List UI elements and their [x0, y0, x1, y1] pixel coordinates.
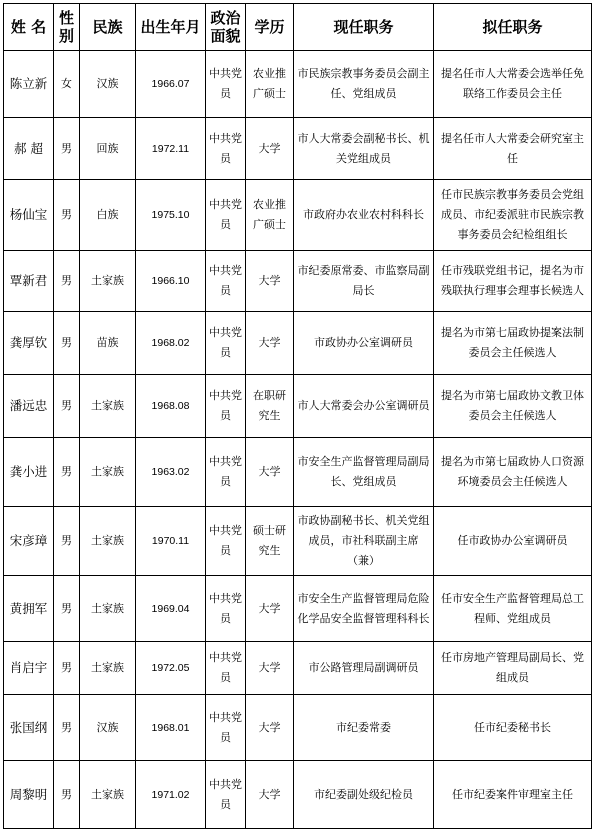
cell-party: 中共党员: [206, 180, 246, 251]
cell-gender: 女: [54, 51, 80, 118]
cell-name: 龚厚钦: [4, 312, 54, 375]
cell-proposed-post: 任市安全生产监督管理局总工程师、党组成员: [434, 576, 592, 642]
cell-birth: 1966.10: [136, 251, 206, 312]
cell-ethnicity: 汉族: [80, 695, 136, 761]
cell-birth: 1968.01: [136, 695, 206, 761]
cell-ethnicity: 土家族: [80, 761, 136, 829]
cell-name: 覃新君: [4, 251, 54, 312]
cell-birth: 1972.11: [136, 118, 206, 180]
cell-birth: 1963.02: [136, 438, 206, 507]
cell-gender: 男: [54, 375, 80, 438]
cell-name: 陈立新: [4, 51, 54, 118]
cell-ethnicity: 白族: [80, 180, 136, 251]
cell-proposed-post: 提名为市第七届政协文教卫体委员会主任候选人: [434, 375, 592, 438]
cell-education: 大学: [246, 642, 294, 695]
header-name: 姓 名: [4, 4, 54, 51]
table-row: [4, 507, 592, 576]
cell-proposed-post: 提名为市第七届政协人口资源环境委员会主任候选人: [434, 438, 592, 507]
table-row: [4, 761, 592, 829]
cell-party: 中共党员: [206, 51, 246, 118]
cell-name: 潘远忠: [4, 375, 54, 438]
cell-gender: 男: [54, 761, 80, 829]
header-ethnicity: 民族: [80, 4, 136, 51]
cell-name: 杨仙宝: [4, 180, 54, 251]
cell-gender: 男: [54, 118, 80, 180]
cell-birth: 1968.08: [136, 375, 206, 438]
cell-proposed-post: 任市纪委秘书长: [434, 695, 592, 761]
cell-education: 大学: [246, 251, 294, 312]
table-row: [4, 576, 592, 642]
cell-current-post: 市政府办农业农村科科长: [294, 180, 434, 251]
table-row: [4, 375, 592, 438]
cell-ethnicity: 土家族: [80, 251, 136, 312]
cell-education: 硕士研究生: [246, 507, 294, 576]
cell-gender: 男: [54, 312, 80, 375]
cell-ethnicity: 土家族: [80, 375, 136, 438]
cell-birth: 1968.02: [136, 312, 206, 375]
cell-proposed-post: 任市政协办公室调研员: [434, 507, 592, 576]
cell-name: 张国纲: [4, 695, 54, 761]
cell-party: 中共党员: [206, 761, 246, 829]
cell-proposed-post: 任市残联党组书记，提名为市残联执行理事会理事长候选人: [434, 251, 592, 312]
table-row: [4, 180, 592, 251]
cell-current-post: 市政协办公室调研员: [294, 312, 434, 375]
cell-name: 肖启宇: [4, 642, 54, 695]
cell-name: 黄拥军: [4, 576, 54, 642]
cell-birth: 1975.10: [136, 180, 206, 251]
cell-ethnicity: 土家族: [80, 507, 136, 576]
cell-name: 宋彦璋: [4, 507, 54, 576]
table-row: [4, 118, 592, 180]
cell-birth: 1966.07: [136, 51, 206, 118]
cell-proposed-post: 任市纪委案件审理室主任: [434, 761, 592, 829]
cell-party: 中共党员: [206, 251, 246, 312]
cell-ethnicity: 回族: [80, 118, 136, 180]
cell-party: 中共党员: [206, 507, 246, 576]
cell-current-post: 市安全生产监督管理局危险化学品安全监督管理科科长: [294, 576, 434, 642]
cell-current-post: 市安全生产监督管理局副局长、党组成员: [294, 438, 434, 507]
table-row: [4, 695, 592, 761]
header-current-post: 现任职务: [294, 4, 434, 51]
table-row: [4, 251, 592, 312]
cell-gender: 男: [54, 251, 80, 312]
cell-education: 在职研究生: [246, 375, 294, 438]
cell-gender: 男: [54, 695, 80, 761]
header-birth: 出生年月: [136, 4, 206, 51]
cell-birth: 1970.11: [136, 507, 206, 576]
cell-ethnicity: 土家族: [80, 438, 136, 507]
appointment-table: [3, 3, 592, 829]
cell-birth: 1969.04: [136, 576, 206, 642]
cell-gender: 男: [54, 642, 80, 695]
cell-ethnicity: 汉族: [80, 51, 136, 118]
cell-gender: 男: [54, 507, 80, 576]
cell-current-post: 市纪委副处级纪检员: [294, 761, 434, 829]
cell-birth: 1972.05: [136, 642, 206, 695]
cell-birth: 1971.02: [136, 761, 206, 829]
cell-gender: 男: [54, 576, 80, 642]
header-party: 政治面貌: [206, 4, 246, 51]
cell-proposed-post: 提名任市人大常委会选举任免联络工作委员会主任: [434, 51, 592, 118]
cell-current-post: 市人大常委会副秘书长、机关党组成员: [294, 118, 434, 180]
cell-party: 中共党员: [206, 438, 246, 507]
cell-ethnicity: 土家族: [80, 576, 136, 642]
cell-education: 农业推广硕士: [246, 51, 294, 118]
cell-party: 中共党员: [206, 375, 246, 438]
cell-current-post: 市政协副秘书长、机关党组成员，市社科联副主席（兼）: [294, 507, 434, 576]
cell-party: 中共党员: [206, 576, 246, 642]
cell-current-post: 市公路管理局副调研员: [294, 642, 434, 695]
table-row: [4, 438, 592, 507]
table-row: [4, 642, 592, 695]
cell-education: 大学: [246, 118, 294, 180]
cell-gender: 男: [54, 438, 80, 507]
cell-proposed-post: 提名任市人大常委会研究室主任: [434, 118, 592, 180]
cell-ethnicity: 土家族: [80, 642, 136, 695]
cell-proposed-post: 提名为市第七届政协提案法制委员会主任候选人: [434, 312, 592, 375]
cell-proposed-post: 任市民族宗教事务委员会党组成员、市纪委派驻市民族宗教事务委员会纪检组组长: [434, 180, 592, 251]
cell-ethnicity: 苗族: [80, 312, 136, 375]
cell-name: 周黎明: [4, 761, 54, 829]
cell-party: 中共党员: [206, 312, 246, 375]
cell-education: 大学: [246, 438, 294, 507]
cell-education: 大学: [246, 761, 294, 829]
cell-education: 大学: [246, 576, 294, 642]
header-gender: 性别: [54, 4, 80, 51]
cell-current-post: 市纪委常委: [294, 695, 434, 761]
cell-proposed-post: 任市房地产管理局副局长、党组成员: [434, 642, 592, 695]
cell-name: 龚小进: [4, 438, 54, 507]
cell-education: 大学: [246, 695, 294, 761]
header-row: [4, 4, 592, 51]
cell-name: 郝 超: [4, 118, 54, 180]
cell-current-post: 市民族宗教事务委员会副主任、党组成员: [294, 51, 434, 118]
cell-education: 农业推广硕士: [246, 180, 294, 251]
cell-party: 中共党员: [206, 642, 246, 695]
header-education: 学历: [246, 4, 294, 51]
header-proposed-post: 拟任职务: [434, 4, 592, 51]
cell-party: 中共党员: [206, 118, 246, 180]
cell-gender: 男: [54, 180, 80, 251]
cell-current-post: 市人大常委会办公室调研员: [294, 375, 434, 438]
cell-party: 中共党员: [206, 695, 246, 761]
cell-current-post: 市纪委原常委、市监察局副局长: [294, 251, 434, 312]
table-row: [4, 312, 592, 375]
cell-education: 大学: [246, 312, 294, 375]
table-row: [4, 51, 592, 118]
